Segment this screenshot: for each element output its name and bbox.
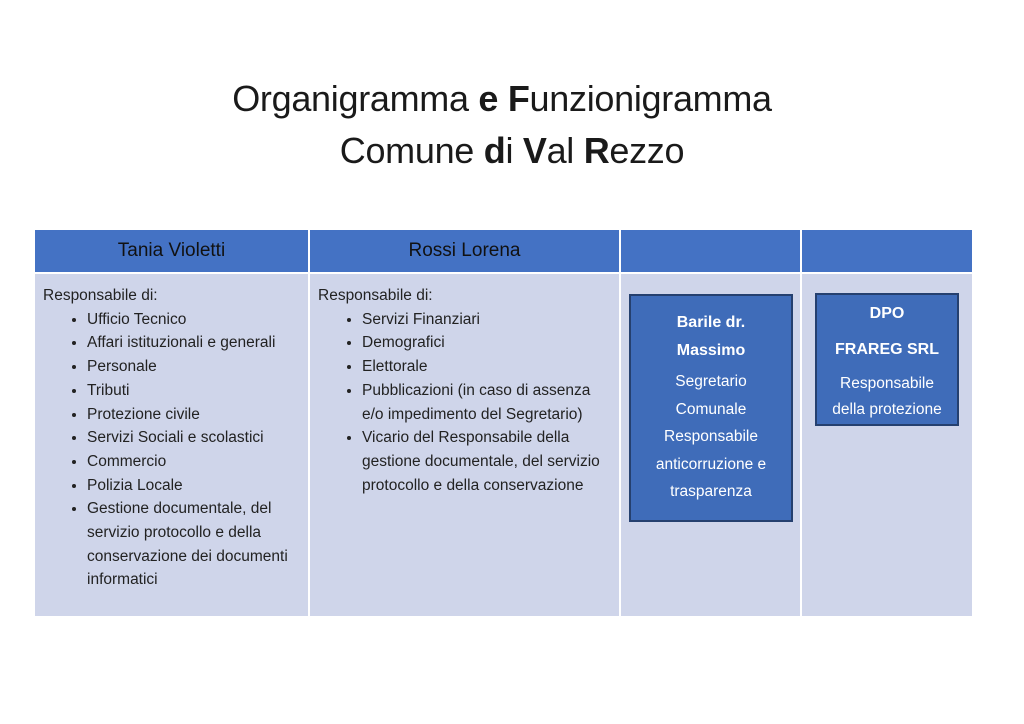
list-item: • Servizi Finanziari xyxy=(362,308,611,332)
responsibility-list xyxy=(318,308,611,498)
list-item: • Personale xyxy=(87,355,300,379)
cell-dpo xyxy=(801,273,972,616)
dpo-label: DPO xyxy=(869,305,905,322)
segretario-role: Segretario Comunale Responsabile anticorruzione e trasparenza xyxy=(655,373,767,500)
title-segment xyxy=(498,78,508,119)
title-segment: Comune xyxy=(339,130,484,171)
title-line-1 xyxy=(0,78,1014,120)
responsabile-di-label: Responsabile di: xyxy=(318,287,433,304)
list-item: • Protezione civile xyxy=(87,403,300,427)
title-segment: i xyxy=(505,130,523,171)
list-item: • Tributi xyxy=(87,379,300,403)
header-empty-3 xyxy=(620,230,801,273)
header-rossi-lorena: Rossi Lorena xyxy=(309,230,620,273)
list-item: • Gestione documentale, del servizio protocollo e della conservazione dei documenti informatici xyxy=(87,497,300,592)
title-segment: d xyxy=(483,130,506,171)
list-item: • Polizia Locale xyxy=(87,474,300,498)
title-segment: F xyxy=(507,78,530,119)
segretario-box xyxy=(629,294,793,522)
responsabile-di-label: Responsabile di: xyxy=(43,287,158,304)
header-empty-4 xyxy=(801,230,972,273)
title-segment: unzionigramma xyxy=(529,78,772,119)
list-item: • Affari istituzionali e generali xyxy=(87,331,300,355)
title-segment: al xyxy=(546,130,584,171)
list-item: • Pubblicazioni (in caso di assenza e/o impedimento del Segretario) xyxy=(362,379,611,426)
list-item: • Demografici xyxy=(362,331,611,355)
dpo-name: FRAREG SRL xyxy=(835,341,939,358)
title-segment: V xyxy=(522,130,547,171)
cell-rossi-lorena xyxy=(309,273,620,616)
title-segment: ezzo xyxy=(609,130,685,171)
cell-tania-violetti xyxy=(35,273,309,616)
list-item: • Ufficio Tecnico xyxy=(87,308,300,332)
dpo-box xyxy=(815,293,959,426)
responsibility-list xyxy=(43,308,300,592)
title-segment: Organigramma xyxy=(232,78,479,119)
header-tania-violetti: Tania Violetti xyxy=(35,230,309,273)
title-segment: R xyxy=(583,130,610,171)
title-line-2 xyxy=(0,130,1024,172)
segretario-name: Barile dr. Massimo xyxy=(676,314,746,359)
list-item: • Vicario del Responsabile della gestione documentale, del servizio protocollo e della conservazione xyxy=(362,426,611,497)
title-segment: e xyxy=(478,78,499,119)
list-item: • Servizi Sociali e scolastici xyxy=(87,426,300,450)
dpo-role: Responsabile della protezione xyxy=(832,375,942,418)
list-item: • Elettorale xyxy=(362,355,611,379)
org-table xyxy=(35,230,972,616)
cell-segretario xyxy=(620,273,801,616)
list-item: • Commercio xyxy=(87,450,300,474)
